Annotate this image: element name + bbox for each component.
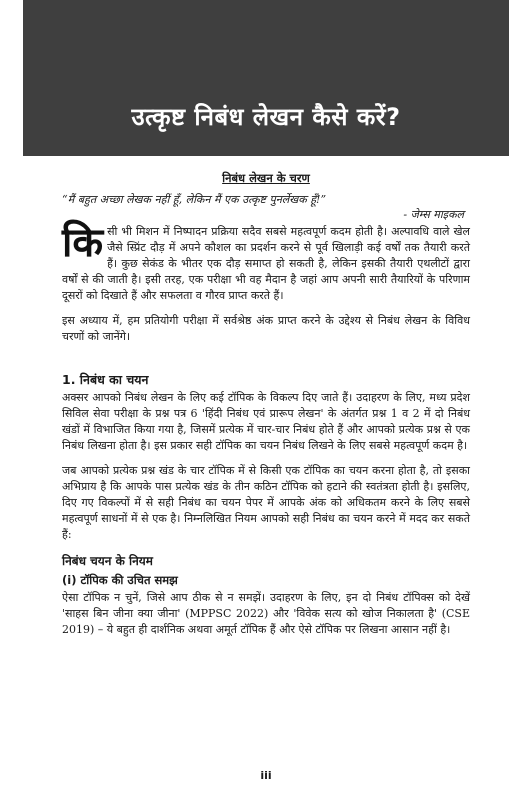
- page-content: [62, 171, 470, 647]
- chapter-overview-paragraph: इस अध्याय में, हम प्रतियोगी परीक्षा में सर्वश्रेष्ठ अंक प्राप्त करने के उद्देश्य से निबंध लेखन के विविध चरणों को जानेंगे।: [62, 314, 470, 343]
- rules-heading: निबंध चयन के नियम: [62, 554, 153, 568]
- page-title: उत्कृष्ट निबंध लेखन कैसे करें?: [131, 103, 401, 131]
- section-paragraph-1: अक्सर आपको निबंध लेखन के लिए कई टॉपिक के विकल्प दिए जाते हैं। उदाहरण के लिए, मध्य प्रदेश सिविल सेवा परीक्षा के प्रश्न पत्र 6 'हिंदी निबंध एवं प्रारूप लेखन' के अंतर्गत प्रश्न 1 व 2 में दो निबंध खंडों में विभाजित किया गया है, जिसमें प्रत्येक में चार-चार निबंध होते हैं और आपको प्रत्येक प्रश्न से एक निबंध लिखना होता है। इस प्रकार सही टॉपिक का चयन निबंध लिखने के लिए सबसे महत्वपूर्ण कदम है।: [62, 391, 470, 452]
- title-banner: [23, 0, 509, 156]
- section-heading-essay-selection: 1. निबंध का चयन: [62, 372, 149, 387]
- intro-paragraph-text: सी भी मिशन में निष्पादन प्रक्रिया सदैव सबसे महत्वपूर्ण कदम होती है। अल्पावधि वाले खेल जैसे स्प्रिंट दौड़ में अपने कौशल का प्रदर्शन करने से पूर्व खिलाड़ी कई वर्षों तक तैयारी करते हैं। कुछ सेकंड के भीतर एक दौड़ समाप्त हो सकती है, लेकिन इसकी तैयारी एथलीटों द्वारा वर्षों से की जाती है। इसी तरह, एक परीक्षा भी वह मैदान है जहां आप अपनी सारी तैयारियों के परिणाम दूसरों को दिखाते हैं और सफलता व गौरव प्राप्त करते हैं।: [62, 225, 470, 302]
- rule-1-text: ऐसा टॉपिक न चुनें, जिसे आप ठीक से न समझें। उदाहरण के लिए, इन दो निबंध टॉपिक्स को देखें 'साहस बिन जीना क्या जीना' (MPPSC 2022) और 'विवेक सत्य को खोज निकालता है' (CSE 2019) – ये बहुत ही दार्शनिक अथवा अमूर्त टॉपिक हैं और ऐसे टॉपिक पर लिखना आसान नहीं है।: [62, 591, 470, 636]
- epigraph-quote: “मैं बहुत अच्छा लेखक नहीं हूँ, लेकिन मैं एक उत्कृष्ट पुनर्लेखक हूँ!”: [62, 193, 327, 206]
- rule-1-heading: (i) टॉपिक की उचित समझ: [62, 573, 178, 587]
- intro-paragraph: [62, 219, 470, 304]
- section-paragraph-2: जब आपको प्रत्येक प्रश्न खंड के चार टॉपिक में से किसी एक टॉपिक का चयन करना होता है, तो इसका अभिप्राय है कि आपके पास प्रत्येक खंड के तीन कठिन टॉपिक को हटाने की स्वतंत्रता होती है। इसलिए, दिए गए विकल्पों में से सही निबंध का चयन पेपर में आपके अंक को अधिकतम करने के लिए सबसे महत्वपूर्ण साधनों में से एक है। निम्नलिखित नियम आपको सही निबंध का चयन करने में मदद कर सकते हैं:: [62, 464, 470, 541]
- page-number: iii: [260, 769, 272, 782]
- drop-cap: कि: [62, 219, 104, 266]
- chapter-heading: निबंध लेखन के चरण: [222, 171, 310, 185]
- epigraph-author: - जेम्स माइकल: [403, 208, 464, 221]
